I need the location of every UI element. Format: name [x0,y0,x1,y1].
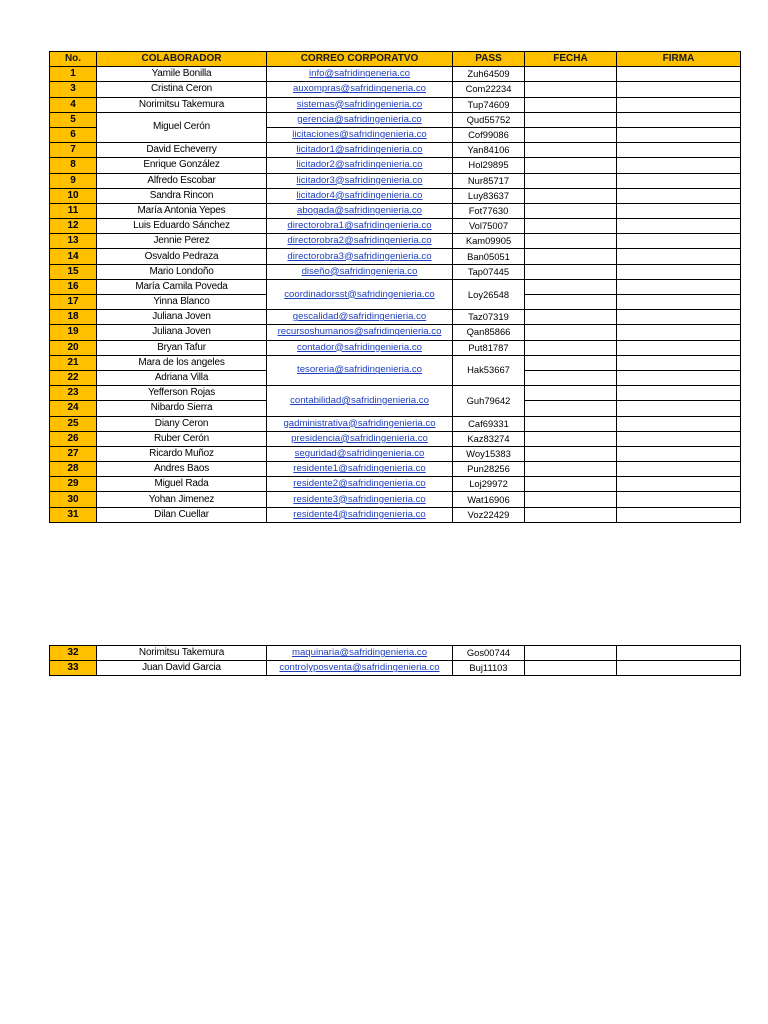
corporate-email-link[interactable]: directorobra1@safridingenieria.co [267,219,453,234]
corporate-email-link[interactable]: tesoreria@safridingenieria.co [267,355,453,385]
collaborator-name: Juliana Joven [97,325,267,340]
firma-cell [617,507,741,522]
fecha-cell [525,82,617,97]
header-colaborador: COLABORADOR [97,52,267,67]
header-fecha: FECHA [525,52,617,67]
collaborator-name: Yamile Bonilla [97,67,267,82]
password-cell: Hak53667 [453,355,525,385]
row-number: 3 [50,82,97,97]
fecha-cell [525,477,617,492]
firma-cell [617,462,741,477]
corporate-email-link[interactable]: maquinaria@safridingenieria.co [267,646,453,661]
row-number: 25 [50,416,97,431]
row-number: 17 [50,295,97,310]
fecha-cell [525,401,617,416]
firma-cell [617,446,741,461]
firma-cell [617,188,741,203]
corporate-email-link[interactable]: licitador2@safridingenieria.co [267,158,453,173]
firma-cell [617,203,741,218]
table-row [50,67,741,82]
firma-cell [617,355,741,370]
header-firma: FIRMA [617,52,741,67]
table-row [50,279,741,294]
fecha-cell [525,143,617,158]
fecha-cell [525,507,617,522]
corporate-email-link[interactable]: gerencia@safridingenieria.co [267,112,453,127]
password-cell: Loj29972 [453,477,525,492]
password-cell: Luy83637 [453,188,525,203]
table-row [50,173,741,188]
corporate-email-link[interactable]: residente3@safridingenieria.co [267,492,453,507]
corporate-email-link[interactable]: licitador3@safridingenieria.co [267,173,453,188]
firma-cell [617,127,741,142]
fecha-cell [525,355,617,370]
fecha-cell [525,661,617,676]
collaborator-name: Yinna Blanco [97,295,267,310]
corporate-email-link[interactable]: controlyposventa@safridingenieria.co [267,661,453,676]
table-row [50,310,741,325]
corporate-email-link[interactable]: residente4@safridingenieria.co [267,507,453,522]
row-number: 31 [50,507,97,522]
password-cell: Tup74609 [453,97,525,112]
row-number: 11 [50,203,97,218]
firma-cell [617,386,741,401]
fecha-cell [525,264,617,279]
password-cell: Buj11103 [453,661,525,676]
table-row [50,112,741,127]
collaborator-name: Alfredo Escobar [97,173,267,188]
header-correo: CORREO CORPORATVO [267,52,453,67]
firma-cell [617,279,741,294]
corporate-email-link[interactable]: directorobra2@safridingenieria.co [267,234,453,249]
password-cell: Put81787 [453,340,525,355]
fecha-cell [525,234,617,249]
collaborator-name: Adriana Villa [97,370,267,385]
firma-cell [617,264,741,279]
collaborator-name: Jennie Perez [97,234,267,249]
row-number: 30 [50,492,97,507]
collaborator-name: Nibardo Sierra [97,401,267,416]
collaborator-name: Juan David Garcia [97,661,267,676]
row-number: 9 [50,173,97,188]
password-cell: Qud55752 [453,112,525,127]
fecha-cell [525,462,617,477]
table-row [50,355,741,370]
table-row [50,203,741,218]
table-row [50,386,741,401]
collaborator-name: David Echeverry [97,143,267,158]
firma-cell [617,82,741,97]
password-cell: Com22234 [453,82,525,97]
fecha-cell [525,492,617,507]
password-cell: Nur85717 [453,173,525,188]
table-row [50,188,741,203]
corporate-email-link[interactable]: recursoshumanos@safridingenieria.co [267,325,453,340]
table-row [50,97,741,112]
table-row [50,234,741,249]
firma-cell [617,416,741,431]
row-number: 24 [50,401,97,416]
corporate-email-link[interactable]: contador@safridingenieria.co [267,340,453,355]
password-cell: Fot77630 [453,203,525,218]
collaborator-name: Miguel Rada [97,477,267,492]
firma-cell [617,661,741,676]
collaborator-name: Enrique González [97,158,267,173]
table-row [50,646,741,661]
row-number: 21 [50,355,97,370]
password-cell: Vol75007 [453,219,525,234]
row-number: 6 [50,127,97,142]
collaborator-name: Yefferson Rojas [97,386,267,401]
password-cell: Yan84106 [453,143,525,158]
row-number: 13 [50,234,97,249]
fecha-cell [525,325,617,340]
collaborator-name: Yohan Jimenez [97,492,267,507]
firma-cell [617,143,741,158]
firma-cell [617,325,741,340]
header-no: No. [50,52,97,67]
firma-cell [617,401,741,416]
firma-cell [617,431,741,446]
corporate-email-link[interactable]: directorobra3@safridingenieria.co [267,249,453,264]
table-row [50,219,741,234]
password-cell: Cof99086 [453,127,525,142]
extra-collaborators-table [49,645,741,676]
corporate-email-link[interactable]: gescalidad@safridingenieria.co [267,310,453,325]
fecha-cell [525,173,617,188]
row-number: 33 [50,661,97,676]
collaborator-name: Ricardo Muñoz [97,446,267,461]
firma-cell [617,477,741,492]
table-row [50,507,741,522]
row-number: 14 [50,249,97,264]
table-row [50,431,741,446]
password-cell: Ban05051 [453,249,525,264]
corporate-email-link[interactable]: abogada@safridingenieria.co [267,203,453,218]
password-cell: Gos00744 [453,646,525,661]
row-number: 5 [50,112,97,127]
password-cell: Woy15383 [453,446,525,461]
firma-cell [617,249,741,264]
table-row [50,264,741,279]
corporate-email-link[interactable]: coordinadorsst@safridingenieria.co [267,279,453,309]
firma-cell [617,97,741,112]
password-cell: Kaz83274 [453,431,525,446]
firma-cell [617,492,741,507]
collaborator-name: Andres Baos [97,462,267,477]
fecha-cell [525,219,617,234]
corporate-email-link[interactable]: seguridad@safridingenieria.co [267,446,453,461]
row-number: 26 [50,431,97,446]
corporate-email-link[interactable]: auxompras@safridingeneria.co [267,82,453,97]
firma-cell [617,173,741,188]
corporate-email-link[interactable]: licitaciones@safridingenieria.co [267,127,453,142]
password-cell: Zuh64509 [453,67,525,82]
corporate-email-link[interactable]: presidencia@safridingenieria.co [267,431,453,446]
table-row [50,416,741,431]
row-number: 10 [50,188,97,203]
fecha-cell [525,646,617,661]
row-number: 1 [50,67,97,82]
collaborator-name: Dilan Cuellar [97,507,267,522]
fecha-cell [525,310,617,325]
corporate-email-link[interactable]: residente1@safridingenieria.co [267,462,453,477]
row-number: 29 [50,477,97,492]
collaborator-name: Cristina Ceron [97,82,267,97]
password-cell: Caf69331 [453,416,525,431]
collaborator-name: Mara de los angeles [97,355,267,370]
table-row [50,143,741,158]
corporate-email-link[interactable]: residente2@safridingenieria.co [267,477,453,492]
password-cell: Kam09905 [453,234,525,249]
table-row [50,477,741,492]
corporate-email-link[interactable]: sistemas@safridingenieria.co [267,97,453,112]
firma-cell [617,310,741,325]
row-number: 12 [50,219,97,234]
row-number: 20 [50,340,97,355]
password-cell: Qan85866 [453,325,525,340]
collaborator-name: Ruber Cerón [97,431,267,446]
fecha-cell [525,97,617,112]
row-number: 22 [50,370,97,385]
header-row [50,52,741,67]
row-number: 15 [50,264,97,279]
password-cell: Guh79642 [453,386,525,416]
firma-cell [617,646,741,661]
firma-cell [617,295,741,310]
table-row [50,340,741,355]
row-number: 8 [50,158,97,173]
firma-cell [617,67,741,82]
corporate-email-link[interactable]: info@safridingeneria.co [267,67,453,82]
collaborator-name: Bryan Tafur [97,340,267,355]
header-pass: PASS [453,52,525,67]
firma-cell [617,112,741,127]
password-cell: Hol29895 [453,158,525,173]
collaborator-name: Osvaldo Pedraza [97,249,267,264]
corporate-email-link[interactable]: licitador4@safridingenieria.co [267,188,453,203]
password-cell: Taz07319 [453,310,525,325]
fecha-cell [525,158,617,173]
collaborator-name: María Camila Poveda [97,279,267,294]
firma-cell [617,234,741,249]
collaborator-name: Diany Ceron [97,416,267,431]
fecha-cell [525,340,617,355]
fecha-cell [525,127,617,142]
fecha-cell [525,67,617,82]
collaborator-name: Norimitsu Takemura [97,97,267,112]
collaborator-name: Juliana Joven [97,310,267,325]
collaborators-table [49,51,741,523]
row-number: 23 [50,386,97,401]
table-row [50,158,741,173]
fecha-cell [525,295,617,310]
fecha-cell [525,279,617,294]
password-cell: Tap07445 [453,264,525,279]
row-number: 32 [50,646,97,661]
row-number: 27 [50,446,97,461]
corporate-email-link[interactable]: gadministrativa@safridingenieria.co [267,416,453,431]
table-row [50,462,741,477]
fecha-cell [525,188,617,203]
table-row [50,446,741,461]
table-row [50,249,741,264]
firma-cell [617,158,741,173]
row-number: 18 [50,310,97,325]
corporate-email-link[interactable]: diseño@safridingenieria.co [267,264,453,279]
password-cell: Wat16906 [453,492,525,507]
collaborator-name: Luis Eduardo Sánchez [97,219,267,234]
row-number: 7 [50,143,97,158]
fecha-cell [525,112,617,127]
row-number: 19 [50,325,97,340]
row-number: 28 [50,462,97,477]
row-number: 4 [50,97,97,112]
fecha-cell [525,416,617,431]
fecha-cell [525,249,617,264]
table-row [50,325,741,340]
table-row [50,661,741,676]
password-cell: Voz22429 [453,507,525,522]
fecha-cell [525,203,617,218]
table-row [50,492,741,507]
fecha-cell [525,431,617,446]
fecha-cell [525,446,617,461]
collaborator-name: Miguel Cerón [97,112,267,142]
collaborator-name: Norimitsu Takemura [97,646,267,661]
corporate-email-link[interactable]: contabilidad@safridingenieria.co [267,386,453,416]
fecha-cell [525,386,617,401]
fecha-cell [525,370,617,385]
collaborator-name: Mario Londoño [97,264,267,279]
row-number: 16 [50,279,97,294]
table-row [50,82,741,97]
firma-cell [617,370,741,385]
firma-cell [617,219,741,234]
password-cell: Loy26548 [453,279,525,309]
firma-cell [617,340,741,355]
corporate-email-link[interactable]: licitador1@safridingenieria.co [267,143,453,158]
collaborator-name: Sandra Rincon [97,188,267,203]
collaborator-name: María Antonia Yepes [97,203,267,218]
password-cell: Pun28256 [453,462,525,477]
